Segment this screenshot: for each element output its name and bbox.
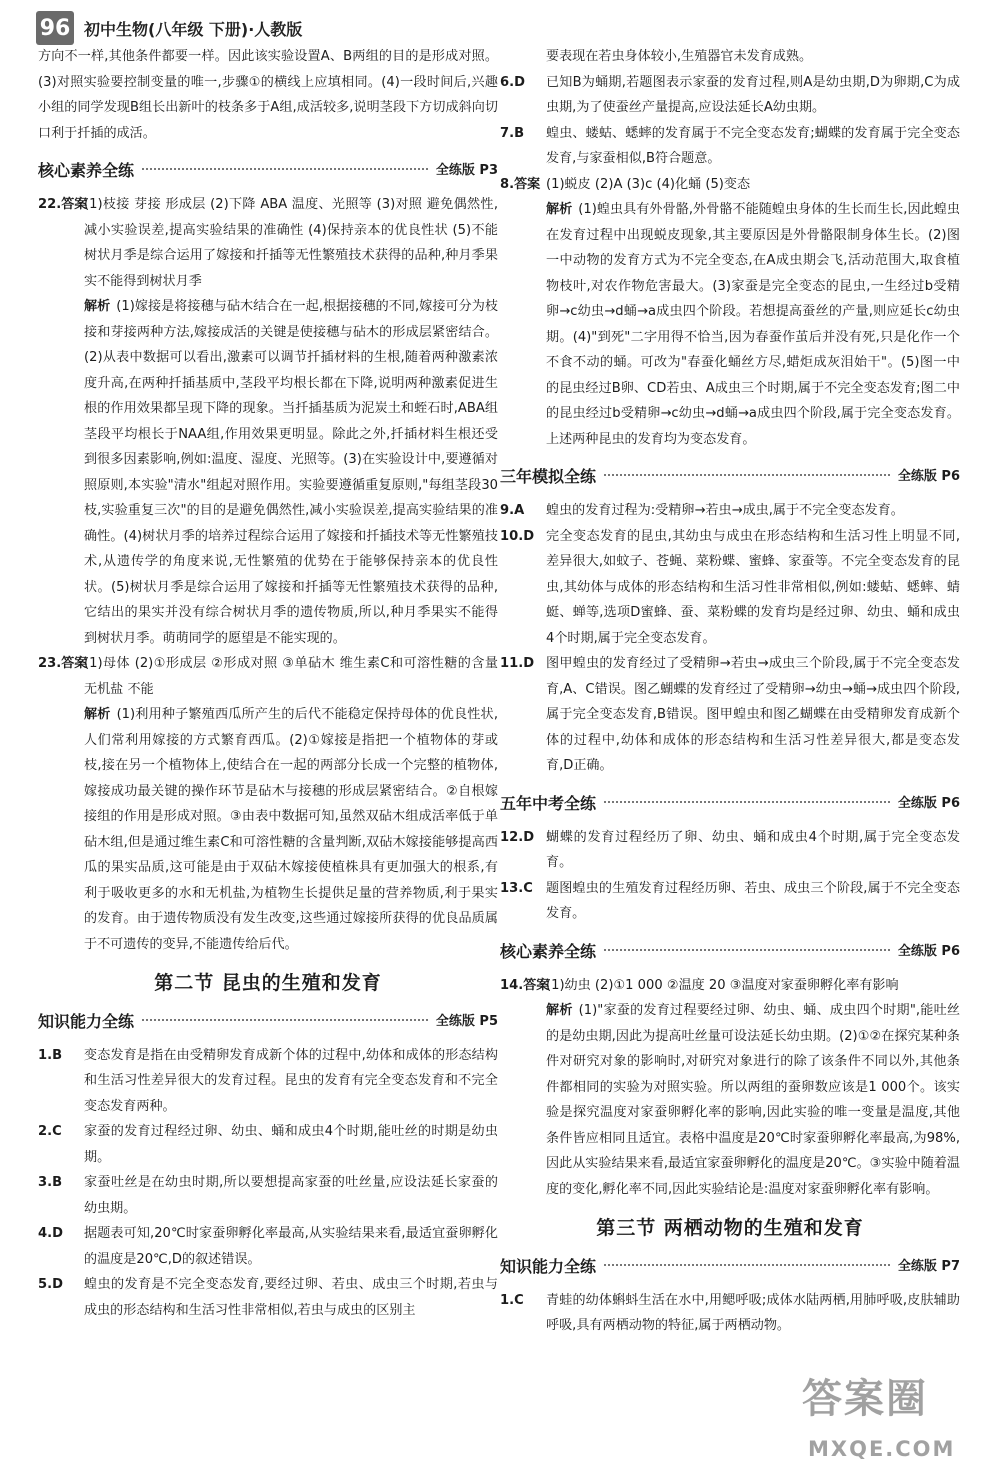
watermark-logo: [794, 1365, 984, 1465]
item-number: 7.B: [500, 125, 525, 141]
page-header: [36, 8, 966, 48]
answer-item: [500, 70, 960, 121]
answer-item: [500, 973, 960, 999]
answer-item: [38, 1272, 498, 1323]
item-text: 题图蝗虫的生殖发育过程经历卵、若虫、成虫三个阶段,属于不完全变态发育。: [546, 880, 960, 921]
right-column: [500, 44, 960, 1339]
watermark-text: 答案圈: [802, 1376, 928, 1422]
item-text: 图甲蝗虫的发育经过了受精卵→若虫→成虫三个阶段,属于不完全变态发育,A、C错误。图乙蝴蝶的发育经过了受精卵→幼虫→蛹→成虫四个阶段,属于完全变态发育,B错误。图甲蝗虫和图乙蝴蝶在由受精卵发育成新个体的过程中,幼体和成体的形态结构和生活习性差异很大,都是变态发育,D正确。: [546, 656, 960, 773]
item-number: 6.D: [500, 74, 525, 90]
item-number: 23.答案: [38, 656, 88, 671]
analysis: [500, 197, 960, 452]
item-answer: (1)幼虫 (2)①1 000 ②温度 20 ③温度对家蚕卵孵化率有影响: [546, 977, 899, 993]
item-number: 1.C: [500, 1292, 524, 1308]
item-number: 10.D: [500, 528, 535, 544]
answer-item: [38, 1221, 498, 1272]
analysis: [500, 998, 960, 1202]
section-ref: 全练版 P6: [897, 469, 960, 485]
item-text: 青蛙的幼体蝌蚪生活在水中,用鳃呼吸;成体水陆两栖,用肺呼吸,皮肤辅助呼吸,具有两栖动物的特征,属于两栖动物。: [546, 1292, 960, 1333]
section-ref: 全练版 P6: [897, 795, 960, 811]
section-title: 三年模拟全练: [500, 467, 597, 487]
section-ref: 全练版 P6: [897, 943, 960, 959]
section-title: 知识能力全练: [500, 1256, 597, 1276]
analysis-text: (1)"家蚕的发育过程要经过卵、幼虫、蛹、成虫四个时期",能吐丝的是幼虫期,因此为提高吐丝量可设法延长幼虫期。(2)①②在探究某种条件对研究对象的影响时,对研究对象进行的除了该条件不同以外,其他条件都相同的实验为对照实验。所以两组的蚕卵数应该是1 000个。该实验是探究温度对家蚕卵孵化率的影响,因此实验的唯一变量是温度,其他条件皆应相同且适宜。表格中温度是20℃时家蚕卵孵化率最高,为98%,因此从实验结果来看,最适宜家蚕卵孵化的温度是20℃。③实验中随着温度的变化,孵化率不同,因此实验结论是:温度对家蚕卵孵化率有影响。: [546, 1003, 961, 1197]
chapter-title: 第二节 昆虫的生殖和发育: [154, 972, 382, 994]
item-answer: (1)枝接 芽接 形成层 (2)下降 ABA 温度、光照等 (3)对照 避免偶然性,减小实验误差,提高实验结果的准确性 (4)保持亲本的优良性状 (5)不能 树状月季是综合运用了嫁接和扦插等无性繁殖技术获得的品种,种月季果实不能得到树状月季: [84, 197, 498, 289]
item-text: 蝗虫的发育是不完全变态发育,要经过卵、若虫、成虫三个时期,若虫与成虫的形态结构和生活习性非常相似,若虫与成虫的区别主: [84, 1277, 498, 1318]
analysis-label: 解析: [546, 202, 573, 217]
section-ref: 全练版 P5: [435, 1013, 498, 1029]
analysis: [38, 294, 498, 651]
leader-dots: [604, 801, 890, 803]
section-title: 核心素养全练: [500, 941, 597, 961]
item-number: 8.答案: [500, 176, 541, 192]
item-text: 蝗虫的发育过程为:受精卵→若虫→成虫,属于不完全变态发育。: [546, 503, 904, 518]
answer-item: [500, 524, 960, 652]
answer-item: [38, 192, 498, 294]
section-header: [500, 789, 960, 819]
page-number: 96: [36, 11, 74, 45]
item-number: 5.D: [38, 1277, 63, 1292]
leader-dots: [604, 949, 890, 951]
item-text: 变态发育是指在由受精卵发育成新个体的过程中,幼体和成体的形态结构和生活习性差异很大的发育过程。昆虫的发育有完全变态发育和不完全变态发育两种。: [84, 1047, 498, 1114]
item-text: 家蚕的发育过程经过卵、幼虫、蛹和成虫4个时期,能吐丝的时期是幼虫期。: [84, 1124, 498, 1165]
item-answer: (1)母体 (2)①形成层 ②形成对照 ③单砧木 维生素C和可溶性糖的含量 无机盐 不能: [84, 656, 498, 697]
analysis-label: 解析: [546, 1003, 573, 1018]
answer-item: [500, 1288, 960, 1339]
section-title: 核心素养全练: [38, 161, 135, 181]
item-number: 3.B: [38, 1175, 63, 1190]
item-number: 4.D: [38, 1226, 63, 1241]
item-number: 11.D: [500, 656, 535, 671]
leader-dots: [604, 1264, 890, 1266]
section-header: [500, 1252, 960, 1282]
answer-item: [38, 1043, 498, 1120]
section-ref: 全练版 P7: [897, 1258, 960, 1274]
section-header: [500, 462, 960, 492]
book-title: 初中生物(八年级 下册)·人教版: [84, 19, 303, 39]
answer-item: [38, 1119, 498, 1170]
left-column: [38, 44, 498, 1323]
item-text: 完全变态发育的昆虫,其幼虫与成虫在形态结构和生活习性上明显不同,差异很大,如蚊子、苍蝇、菜粉蝶、蜜蜂、家蚕等。不完全变态发育的昆虫,其幼体与成体的形态结构和生活习性非常相似,例如:蝼蛄、蟋蟀、蜻蜓、蝉等,选项D蜜蜂、蚕、菜粉蝶的发育均是经过卵、幼虫、蛹和成虫4个时期,属于完全变态发育。: [546, 528, 960, 646]
item-number: 14.答案: [500, 977, 550, 993]
analysis-text: (1)蝗虫具有外骨骼,外骨骼不能随蝗虫身体的生长而生长,因此蝗虫在发育过程中出现蜕皮现象,其主要原因是外骨骼限制身体生长。(2)图一中动物的发育方式为不完全变态,在A成虫期会飞,活动范围大,取食植物枝叶,对农作物危害最大。(3)家蚕是完全变态的昆虫,一生经过b受精卵→c幼虫→d蛹→a成虫四个阶段。若想提高蚕丝的产量,则应延长c幼虫期。(4)"到死"二字用得不恰当,因为春蚕作茧后并没有死,只是化作一个不食不动的蛹。可改为"春蚕化蛹丝方尽,蜡炬成灰泪始干"。(5)图一中的昆虫经过B卵、CD若虫、A成虫三个时期,属于不完全变态发育;图二中的昆虫经过b受精卵→c幼虫→d蛹→a成虫四个阶段,属于完全变态发育。上述两种昆虫的发育均为变态发育。: [546, 202, 960, 447]
section-title: 五年中考全练: [500, 793, 597, 813]
chapter-title: 第三节 两栖动物的生殖和发育: [596, 1217, 864, 1239]
section-title: 知识能力全练: [38, 1011, 135, 1031]
item-number: 13.C: [500, 880, 533, 896]
leader-dots: [142, 1019, 428, 1021]
item-number: 12.D: [500, 829, 535, 845]
leader-dots: [604, 474, 890, 476]
item-number: 22.答案: [38, 197, 88, 212]
answer-item: [500, 498, 960, 524]
analysis-text: (1)嫁接是将接穗与砧木结合在一起,根据接穗的不同,嫁接可分为枝接和芽接两种方法,嫁接成活的关键是使接穗与砧木的形成层紧密结合。(2)从表中数据可以看出,激素可以调节扦插材料的生根,随着两种激素浓度升高,在两种扦插基质中,茎段平均根长都在下降,说明两种激素促进生根的作用效果都呈现下降的现象。当扦插基质为泥炭土和蛭石时,ABA组茎段平均根长于NAA组,作用效果更明显。除此之外,扦插材料生根还受到很多因素影响,例如:温度、湿度、光照等。(3)在实验设计中,要遵循对照原则,本实验"清水"组起对照作用。实验要遵循重复原则,"每组茎段30枝,实验重复三次"的目的是避免偶然性,减小实验误差,提高实验结果的准确性。(4)树状月季的培养过程综合运用了嫁接和扦插技术等无性繁殖技术,从遗传学的角度来说,无性繁殖的优势在于能够保持亲本的优良性状。(5)树状月季是综合运用了嫁接和扦插等无性繁殖技术获得的品种,它结出的果实并没有综合树状月季的遗传物质,所以,种月季果实不能得到树状月季。萌萌同学的愿望是不能实现的。: [84, 299, 498, 646]
section-header: [38, 1007, 498, 1037]
continued-text: 要表现在若虫身体较小,生殖器官未发育成熟。: [546, 49, 813, 64]
leader-dots: [142, 168, 428, 170]
answer-item: [38, 651, 498, 702]
answer-item: [500, 172, 960, 198]
item-text: 蝗虫、蝼蛄、蟋蟀的发育属于不完全变态发育;蝴蝶的发育属于完全变态发育,与家蚕相似,B符合题意。: [546, 125, 960, 166]
item-number: 9.A: [500, 503, 525, 518]
section-header: [500, 937, 960, 967]
section-ref: 全练版 P3: [435, 163, 498, 179]
analysis: [38, 702, 498, 957]
analysis-text: (1)利用种子繁殖西瓜所产生的后代不能稳定保持母体的优良性状,人们常利用嫁接的方式繁育西瓜。(2)①嫁接是指把一个植物体的芽或枝,接在另一个植物体上,使结合在一起的两部分长成一个完整的植物体,嫁接成功最关键的操作环节是砧木与接穗的形成层紧密结合。②自根嫁接组的作用是形成对照。③由表中数据可知,虽然双砧木组成活率低于单砧木组,但是通过维生素C和可溶性糖的含量判断,双砧木嫁接能够提高西瓜的果实品质,这可能是由于双砧木嫁接使植株具有更加强大的根系,有利于吸收更多的水和无机盐,为植物生长提供足量的营养物质,利于果实的发育。由于遗传物质没有发生改变,这些通过嫁接所获得的优良品质属于不可遗传的变异,不能遗传给后代。: [84, 707, 498, 952]
intro-paragraph: 方向不一样,其他条件都要一样。因此该实验设置A、B两组的目的是形成对照。(3)对照实验要控制变量的唯一,步骤①的横线上应填相同。(4)一段时间后,兴趣小组的同学发现B组长出新叶的枝条多于A组,成活较多,说明茎段下方切成斜向切口利于扦插的成活。: [38, 49, 498, 141]
answer-item: [500, 825, 960, 876]
analysis-label: 解析: [84, 299, 111, 314]
item-text: 家蚕吐丝是在幼虫时期,所以要想提高家蚕的吐丝量,应设法延长家蚕的幼虫期。: [84, 1175, 498, 1216]
item-text: 据题表可知,20℃时家蚕卵孵化率最高,从实验结果来看,最适宜蚕卵孵化的温度是20℃,D的叙述错误。: [84, 1226, 498, 1267]
answer-item: [500, 651, 960, 779]
analysis-label: 解析: [84, 707, 111, 722]
item-text: 已知B为蛹期,若题图表示家蚕的发育过程,则A是幼虫期,D为卵期,C为成虫期,为了使蚕丝产量提高,应设法延长A幼虫期。: [546, 74, 960, 115]
item-number: 1.B: [38, 1047, 63, 1063]
watermark-url: MXQE.COM: [808, 1437, 956, 1461]
answer-item: [500, 121, 960, 172]
answer-item: [38, 1170, 498, 1221]
section-header: [38, 156, 498, 186]
item-answer: (1)蜕皮 (2)A (3)c (4)化蛹 (5)变态: [546, 176, 751, 192]
item-number: 2.C: [38, 1124, 62, 1139]
answer-item: [500, 876, 960, 927]
item-text: 蝴蝶的发育过程经历了卵、幼虫、蛹和成虫4个时期,属于完全变态发育。: [546, 829, 960, 870]
